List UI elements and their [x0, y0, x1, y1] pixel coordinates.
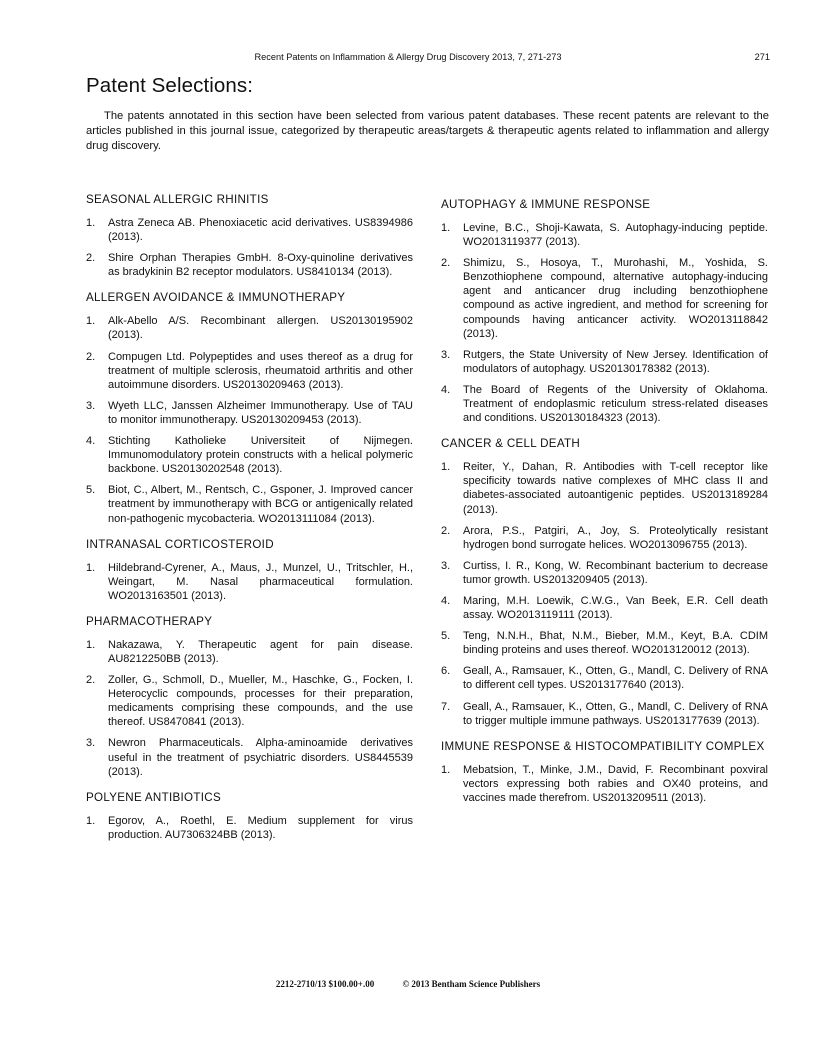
patent-entry [86, 350, 413, 392]
entry-text: Curtiss, I. R., Kong, W. Recombinant bacterium to decrease tumor growth. US2013209405 (2013). [463, 559, 768, 586]
patent-entry [441, 559, 768, 587]
entry-number: 1. [86, 315, 96, 328]
patent-list [86, 314, 413, 525]
entry-number: 1. [86, 814, 96, 827]
patent-entry [86, 561, 413, 603]
patent-entry [441, 460, 768, 516]
patent-entry [441, 664, 768, 692]
entry-text: Wyeth LLC, Janssen Alzheimer Immunotherapy. Use of TAU to monitor immunotherapy. US20130209453 (2013). [108, 399, 413, 426]
entry-text: Shimizu, S., Hosoya, T., Murohashi, M., Yoshida, S. Benzothiophene compound, alternative autophagy-inducing agent and anticancer drug including benzothiophene compound as active ingredient, and method for screening for compounds having anticancer activity. WO2013118842 (2013). [463, 257, 768, 340]
patent-section [86, 192, 413, 279]
entry-text: Reiter, Y., Dahan, R. Antibodies with T-cell receptor like specificity towards native complexes of MHC class II and diabetes-associated autoantigenic peptides. US2013189284 (2013). [463, 461, 768, 516]
entry-text: Zoller, G., Schmoll, D., Mueller, M., Haschke, G., Focken, I. Heterocyclic compounds, processes for their preparation, medicaments comprising these compounds, and the use thereof. US8470841 (2013). [108, 674, 413, 729]
patent-entry [86, 736, 413, 778]
patent-list [441, 460, 768, 728]
patent-section [441, 197, 768, 425]
patent-list [441, 763, 768, 805]
entry-text: Stichting Katholieke Universiteit of Nijmegen. Immunomodulatory protein constructs with a helical polymeric backbone. US20130202548 (2013). [108, 435, 413, 476]
entry-number: 3. [441, 348, 451, 361]
entry-text: Biot, C., Albert, M., Rentsch, C., Gsponer, J. Improved cancer treatment by immunotherapy with BCG or antigenically related non-pathogenic mycobacteria. WO2013111084 (2013). [108, 484, 413, 525]
entry-text: The Board of Regents of the University of Oklahoma. Treatment of endoplasmic reticulum stress-related diseases and conditions. US20130184323 (2013). [463, 383, 768, 425]
entry-text: Arora, P.S., Patgiri, A., Joy, S. Proteolytically resistant hydrogen bond surrogate helices. WO2013096755 (2013). [463, 524, 768, 551]
entry-number: 1. [441, 222, 451, 234]
patent-entry [441, 524, 768, 552]
entry-number: 5. [441, 630, 451, 643]
patent-entry [441, 763, 768, 805]
entry-text: Geall, A., Ramsauer, K., Otten, G., Mandl, C. Delivery of RNA to trigger multiple immune pathways. US2013177639 (2013). [463, 700, 768, 727]
running-header [0, 52, 816, 68]
patent-entry [86, 314, 413, 342]
patent-entry [86, 483, 413, 525]
section-heading: POLYENE ANTIBIOTICS [86, 790, 221, 804]
entry-number: 5. [86, 484, 96, 497]
entry-number: 7. [441, 700, 451, 713]
entry-number: 2. [86, 350, 96, 363]
entry-text: Rutgers, the State University of New Jersey. Identification of modulators of autophagy. US20130178382 (2013). [463, 348, 768, 375]
patent-entry [441, 594, 768, 622]
patent-section [86, 614, 413, 779]
patent-entry [86, 673, 413, 729]
patent-entry [86, 399, 413, 427]
patent-section [86, 790, 413, 842]
journal-citation: Recent Patents on Inflammation & Allergy Drug Discovery 2013, 7, 271-273 [254, 52, 562, 62]
patent-section [441, 436, 768, 728]
patent-list [86, 561, 413, 603]
entry-text: Newron Pharmaceuticals. Alpha-aminoamide derivatives useful in the treatment of psychiatric disorders. US8445539 (2013). [108, 737, 413, 778]
entry-text: Alk-Abello A/S. Recombinant allergen. US20130195902 (2013). [108, 315, 413, 342]
entry-number: 4. [441, 383, 451, 396]
entry-number: 2. [86, 252, 96, 265]
entry-number: 1. [86, 638, 96, 651]
page-title: Patent Selections: [86, 74, 254, 97]
entry-number: 4. [86, 435, 96, 448]
patent-entry [441, 348, 768, 376]
patent-entry [86, 216, 413, 244]
entry-number: 2. [441, 257, 451, 270]
entry-text: Astra Zeneca AB. Phenoxiacetic acid derivatives. US8394986 (2013). [108, 217, 413, 244]
patent-section [441, 739, 768, 805]
entry-number: 2. [86, 674, 96, 687]
patent-entry [86, 251, 413, 279]
section-heading: PHARMACOTHERAPY [86, 614, 213, 628]
entry-text: Geall, A., Ramsauer, K., Otten, G., Mandl, C. Delivery of RNA to different cell types. US2013177640 (2013). [463, 665, 768, 692]
entry-text: Teng, N.N.H., Bhat, N.M., Bieber, M.M., Keyt, B.A. CDIM binding proteins and uses thereof. WO2013120012 (2013). [463, 630, 768, 657]
left-column [86, 192, 413, 853]
entry-number: 1. [441, 461, 451, 474]
intro-paragraph: The patents annotated in this section have been selected from various patent databases. These recent patents are relevant to the articles published in this journal issue, categorized by therapeutic areas/targets & therapeutic agents related to inflammation and allergy drug discovery. [86, 110, 769, 153]
entry-number: 3. [441, 559, 451, 572]
section-heading: AUTOPHAGY & IMMUNE RESPONSE [441, 198, 651, 211]
entry-number: 1. [86, 217, 96, 229]
entry-text: Maring, M.H. Loewik, C.W.G., Van Beek, E.R. Cell death assay. WO2013119111 (2013). [463, 594, 768, 622]
entry-text: Levine, B.C., Shoji-Kawata, S. Autophagy-inducing peptide. WO2013119377 (2013). [463, 222, 768, 249]
section-heading: INTRANASAL CORTICOSTEROID [86, 537, 274, 551]
patent-list [441, 221, 768, 425]
entry-text: Hildebrand-Cyrener, A., Maus, J., Munzel, U., Tritschler, H., Weingart, M. Nasal pharmaceutical formulation. WO2013163501 (2013). [108, 561, 413, 602]
entry-number: 4. [441, 594, 451, 607]
patent-entry [86, 814, 413, 842]
entry-number: 1. [86, 561, 96, 574]
entry-number: 3. [86, 399, 96, 412]
patent-section [86, 290, 413, 525]
entry-text: Shire Orphan Therapies GmbH. 8-Oxy-quinoline derivatives as bradykinin B2 receptor modulators. US8410134 (2013). [108, 252, 413, 279]
patent-entry [441, 629, 768, 657]
entry-number: 3. [86, 737, 96, 750]
section-heading: CANCER & CELL DEATH [441, 437, 581, 451]
patent-entry [441, 383, 768, 425]
entry-text: Egorov, A., Roethl, E. Medium supplement for virus production. AU7306324BB (2013). [108, 814, 413, 841]
entry-text: Nakazawa, Y. Therapeutic agent for pain disease. AU8212250BB (2013). [108, 638, 413, 665]
patent-list [86, 216, 413, 279]
section-heading: IMMUNE RESPONSE & HISTOCOMPATIBILITY COMPLEX [441, 739, 765, 753]
right-column [441, 197, 768, 816]
patent-entry [441, 700, 768, 728]
patent-entry [86, 434, 413, 476]
patent-entry [441, 256, 768, 341]
patent-list [86, 814, 413, 842]
entry-number: 1. [441, 763, 451, 776]
page-footer [0, 979, 816, 989]
section-heading: ALLERGEN AVOIDANCE & IMMUNOTHERAPY [86, 291, 346, 305]
copyright-notice: © 2013 Bentham Science Publishers [402, 979, 541, 989]
patent-entry [441, 221, 768, 249]
page-number: 271 [754, 52, 770, 62]
section-heading: SEASONAL ALLERGIC RHINITIS [86, 193, 269, 206]
entry-number: 2. [441, 524, 451, 537]
patent-list [86, 638, 413, 779]
entry-text: Compugen Ltd. Polypeptides and uses thereof as a drug for treatment of multiple sclerosis, rheumatoid arthritis and other autoimmune disorders. US20130209463 (2013). [108, 350, 413, 391]
patent-section [86, 537, 413, 603]
entry-text: Mebatsion, T., Minke, J.M., David, F. Recombinant poxviral vectors expressing both rabies and OX40 proteins, and vaccines made therefrom. US2013209511 (2013). [463, 763, 768, 804]
patent-entry [86, 638, 413, 666]
issn-price: 2212-2710/13 $100.00+.00 [275, 979, 375, 989]
entry-number: 6. [441, 665, 451, 678]
